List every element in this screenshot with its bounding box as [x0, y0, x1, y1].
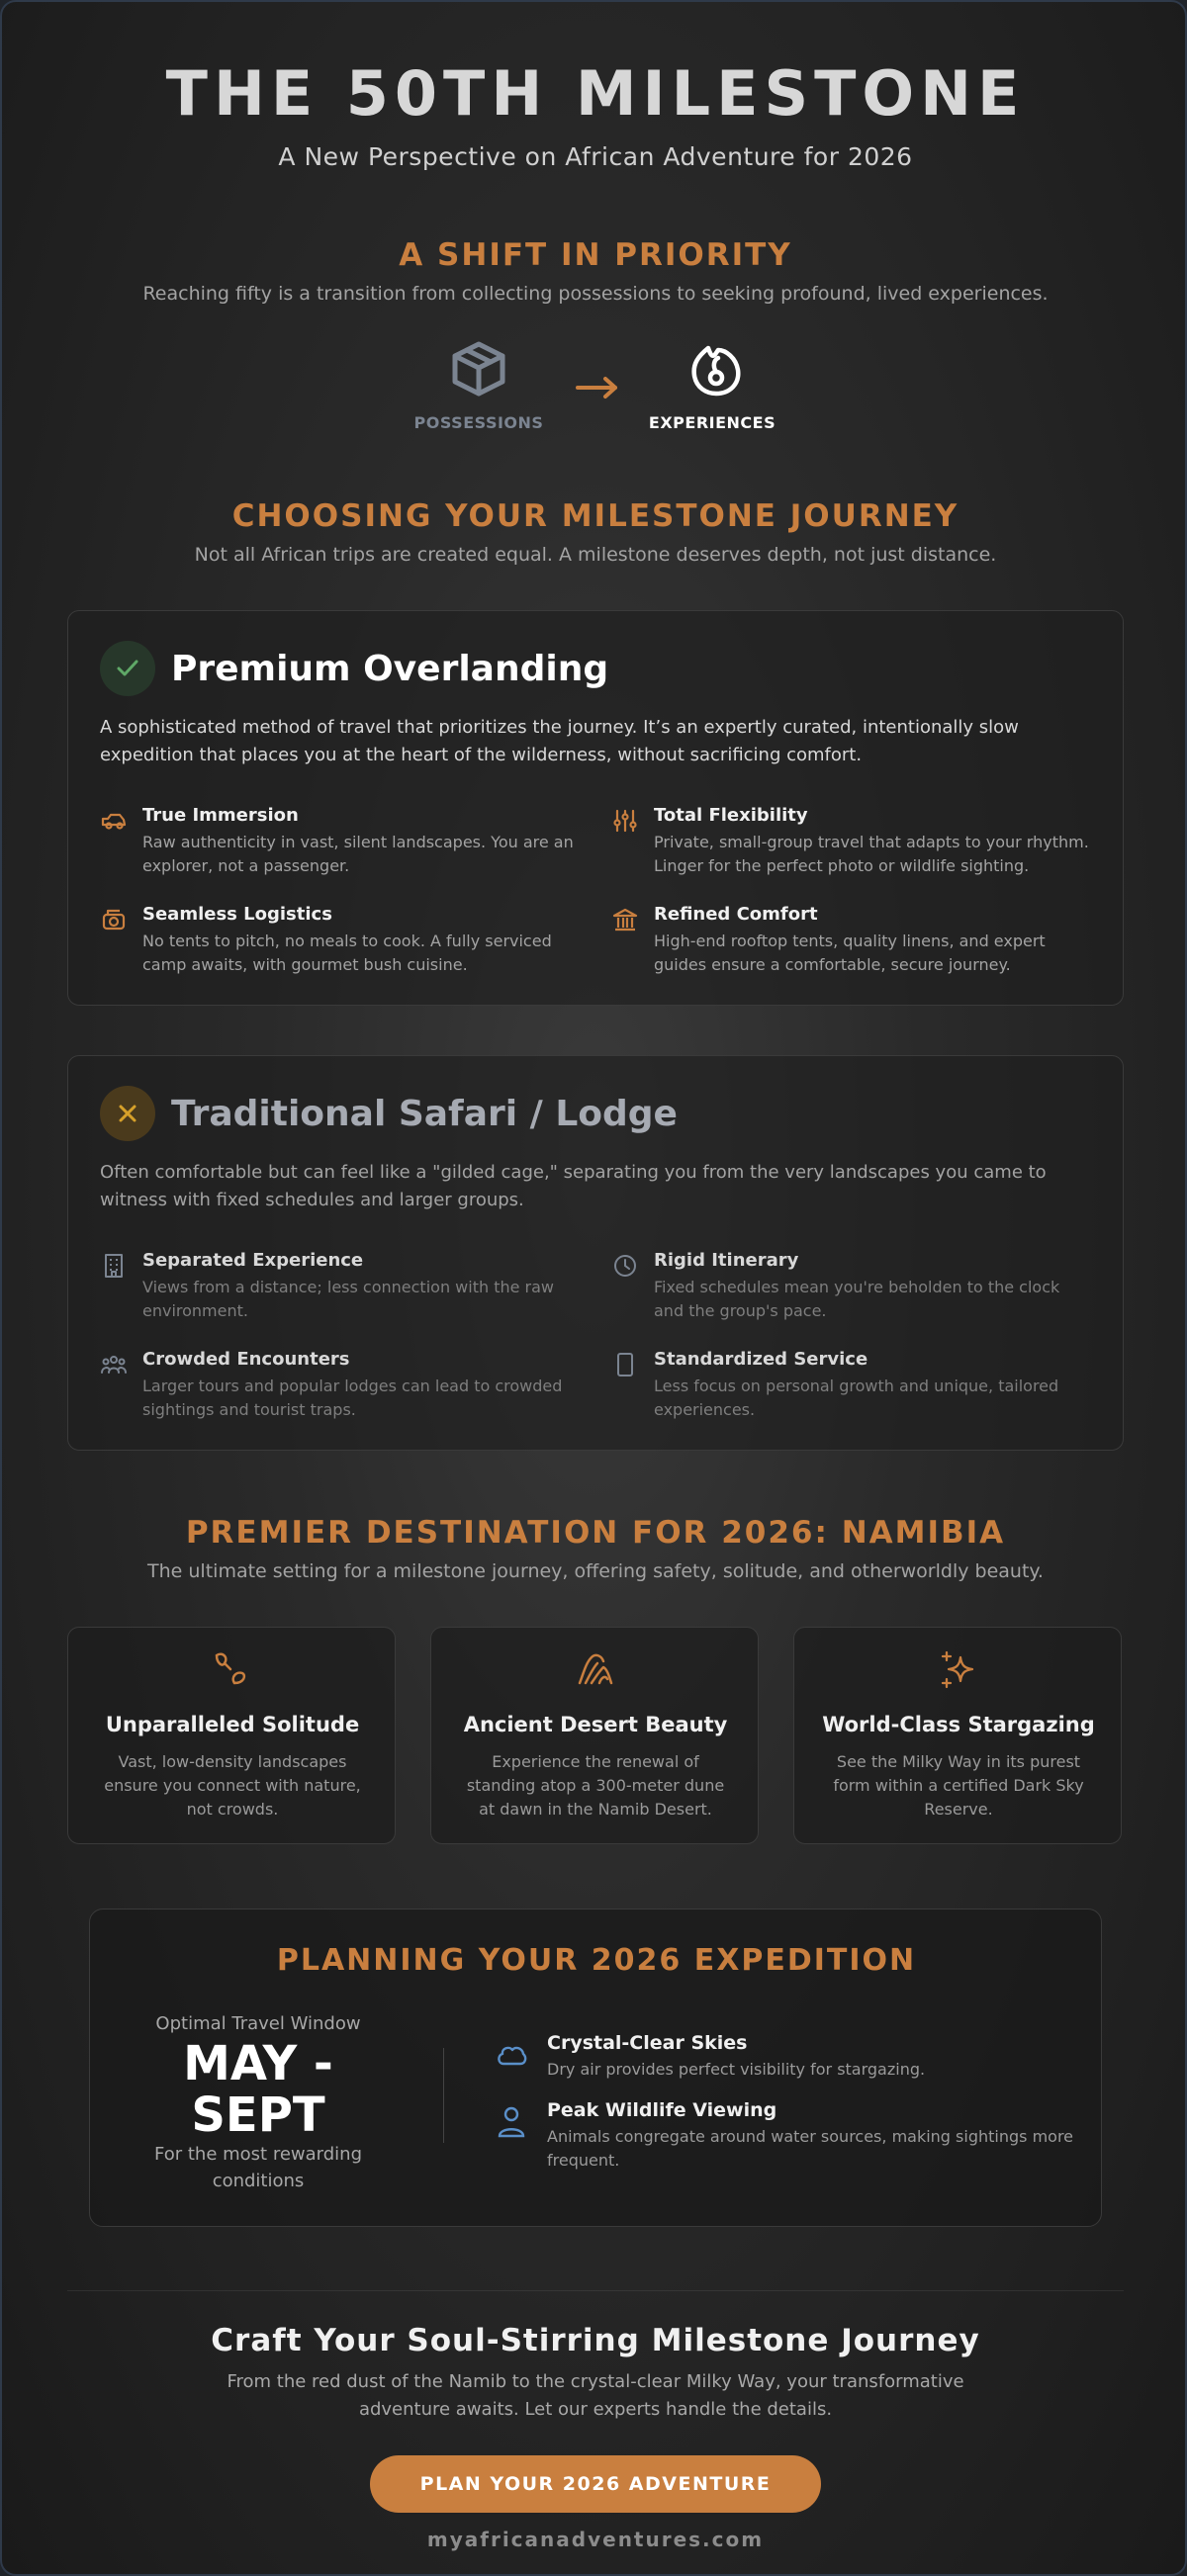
- cooking-icon: [100, 906, 128, 933]
- planning-feature-title: Crystal-Clear Skies: [547, 2032, 748, 2054]
- destination-card-desc: Experience the renewal of standing atop a 300-meter dune at dawn in the Namib Desert.: [466, 1752, 725, 1819]
- overlanding-description: A sophisticated method of travel that prioritizes the journey. It’s an expertly curated, intentionally slow expedition that places you at the heart of the wilderness, without sacrificing comfort.: [100, 717, 1019, 765]
- destination-title: PREMIER DESTINATION FOR 2026: NAMIBIA: [185, 1515, 1006, 1551]
- x-icon: [116, 1102, 139, 1125]
- travel-window-label: Optimal Travel Window: [155, 2013, 361, 2034]
- x-badge: [100, 1086, 155, 1141]
- journey-title: CHOOSING YOUR MILESTONE JOURNEY: [231, 498, 959, 534]
- feature-desc: High-end rooftop tents, quality linens, and expert guides ensure a comfortable, secure journey.: [654, 932, 1046, 974]
- destination-card: [793, 1627, 1122, 1844]
- clock-icon: [611, 1252, 639, 1280]
- crowd-icon: [100, 1351, 128, 1378]
- website-link[interactable]: myafricanadventures.com: [426, 2528, 765, 2551]
- person-icon: [494, 2103, 529, 2139]
- destination-card-desc: See the Milky Way in its purest form within a certified Dark Sky Reserve.: [833, 1752, 1084, 1819]
- check-icon: [115, 656, 140, 681]
- travel-window-value: MAY - SEPT: [183, 2036, 333, 2143]
- traditional-title: Traditional Safari / Lodge: [171, 1094, 678, 1134]
- journey-subtitle: Not all African trips are created equal. A milestone deserves depth, not just distance.: [194, 544, 997, 566]
- feature-title: Standardized Service: [654, 1349, 868, 1370]
- possessions-label: POSSESSIONS: [413, 413, 544, 432]
- travel-window-note: For the most rewarding conditions: [154, 2144, 362, 2191]
- page-title: THE 50TH MILESTONE: [165, 57, 1026, 130]
- planning-title: PLANNING YOUR 2026 EXPEDITION: [276, 1943, 917, 1978]
- arrow-right-icon: [576, 376, 619, 400]
- feature-title: True Immersion: [142, 805, 299, 826]
- planning-feature-title: Peak Wildlife Viewing: [547, 2099, 777, 2121]
- check-badge: [100, 641, 155, 696]
- sliders-icon: [611, 807, 639, 835]
- destination-card: [67, 1627, 396, 1844]
- cta-description: From the red dust of the Namib to the crystal-clear Milky Way, your transformative adventure awaits. Let our experts handle the details.: [227, 2371, 964, 2420]
- feature-desc: Private, small-group travel that adapts to your rhythm. Linger for the perfect photo or wildlife sighting.: [654, 833, 1089, 875]
- overlanding-card: [67, 610, 1124, 1006]
- traditional-description: Often comfortable but can feel like a "gilded cage," separating you from the very landscapes you came to witness with fixed schedules and larger groups.: [100, 1162, 1047, 1210]
- sparkles-icon: [939, 1649, 978, 1689]
- experiences-label: EXPERIENCES: [648, 413, 776, 432]
- shift-subtitle: Reaching fifty is a transition from collecting possessions to seeking profound, lived experiences.: [142, 283, 1049, 305]
- destination-subtitle: The ultimate setting for a milestone journey, offering safety, solitude, and otherworldly beauty.: [147, 1560, 1044, 1582]
- page-subtitle: A New Perspective on African Adventure for 2026: [278, 142, 913, 171]
- feature-title: Crowded Encounters: [142, 1349, 350, 1370]
- feature-desc: Raw authenticity in vast, silent landscapes. You are an explorer, not a passenger.: [142, 833, 574, 875]
- destination-card-desc: Vast, low-density landscapes ensure you connect with nature, not crowds.: [104, 1752, 361, 1819]
- card-icon: [611, 1351, 639, 1378]
- lodge-icon: [611, 906, 639, 933]
- plan-adventure-button[interactable]: PLAN YOUR 2026 ADVENTURE: [370, 2455, 821, 2513]
- feature-desc: Larger tours and popular lodges can lead to crowded sightings and tourist traps.: [142, 1377, 563, 1419]
- planning-card: [89, 1909, 1102, 2227]
- flame-icon: [688, 342, 744, 398]
- feature-title: Separated Experience: [142, 1250, 364, 1271]
- destination-card-title: World-Class Stargazing: [822, 1713, 1095, 1736]
- box-icon: [451, 340, 506, 398]
- feature-desc: No tents to pitch, no meals to cook. A fully serviced camp awaits, with gourmet bush cuisine.: [142, 932, 552, 974]
- planning-feature-desc: Animals congregate around water sources, making sightings more frequent.: [547, 2127, 1074, 2170]
- feature-desc: Views from a distance; less connection with the raw environment.: [142, 1278, 555, 1320]
- vehicle-icon: [100, 807, 128, 835]
- overlanding-title: Premium Overlanding: [171, 649, 609, 689]
- footprints-icon: [213, 1649, 252, 1689]
- feature-desc: Fixed schedules mean you're beholden to the clock and the group's pace.: [654, 1278, 1060, 1320]
- feature-title: Rigid Itinerary: [654, 1250, 799, 1271]
- feature-title: Total Flexibility: [654, 805, 808, 826]
- traditional-card: [67, 1055, 1124, 1451]
- feature-desc: Less focus on personal growth and unique, tailored experiences.: [654, 1377, 1059, 1419]
- destination-card-title: Ancient Desert Beauty: [463, 1713, 728, 1736]
- cloud-icon: [494, 2036, 529, 2072]
- shift-title: A SHIFT IN PRIORITY: [399, 237, 792, 273]
- destination-card: [430, 1627, 759, 1844]
- building-icon: [100, 1252, 128, 1280]
- feature-title: Refined Comfort: [654, 904, 818, 925]
- cta-title: Craft Your Soul-Stirring Milestone Journey: [211, 2323, 980, 2358]
- divider: [443, 2048, 444, 2143]
- divider: [67, 2290, 1124, 2291]
- dune-icon: [576, 1649, 615, 1689]
- destination-card-title: Unparalleled Solitude: [105, 1713, 360, 1736]
- feature-title: Seamless Logistics: [142, 904, 332, 925]
- planning-feature-desc: Dry air provides perfect visibility for stargazing.: [547, 2060, 926, 2079]
